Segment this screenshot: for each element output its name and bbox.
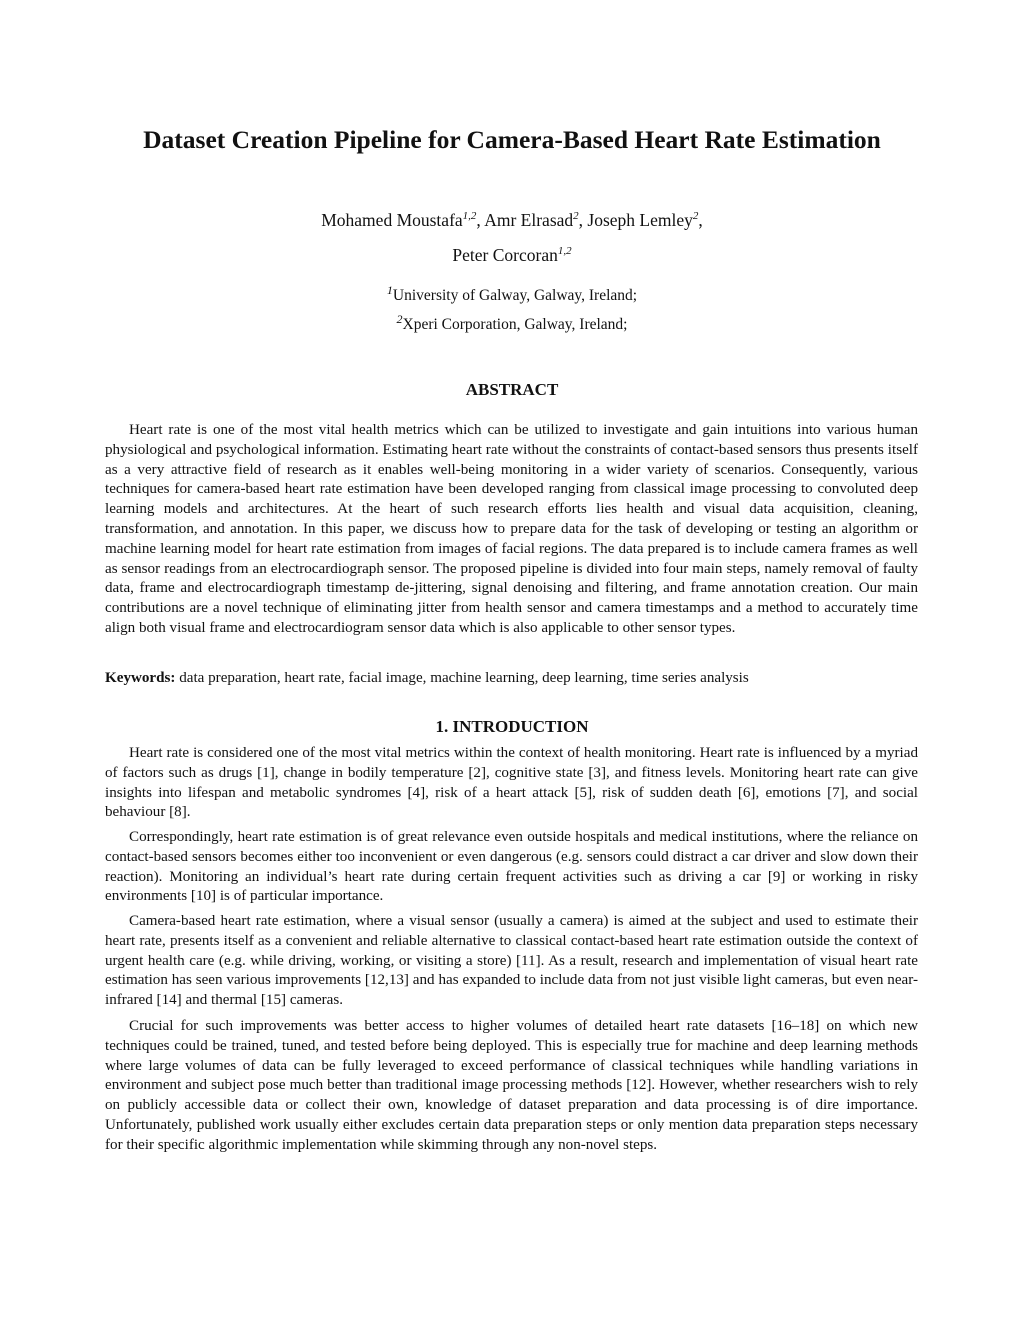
affiliation-mark: 2 — [396, 311, 403, 326]
author-name: Mohamed Moustafa — [321, 210, 463, 230]
author-separator: , — [578, 210, 588, 230]
intro-paragraph-1: Heart rate is considered one of the most vital metrics within the context of health monitoring. Heart rate is influenced by a myriad of factors such as drugs [1], change in bodily temperature [2], cognitive state [3], and fitness levels. Monitoring heart rate can give insights into lifespan and metabolic syndromes [4], risk of a heart attack [5], risk of sudden death [6], emotions [7], and social behaviour [8]. — [105, 745, 918, 821]
introduction-heading: 1. INTRODUCTION — [435, 717, 589, 736]
author-affiliation-mark: 1,2 — [462, 210, 477, 223]
keywords-text: data preparation, heart rate, facial image, machine learning, deep learning, time series analysis — [179, 670, 749, 686]
intro-paragraph-3: Camera-based heart rate estimation, where a visual sensor (usually a camera) is aimed at the subject and used to estimate their heart rate, presents itself as a convenient and reliable alternative to classical contact-based heart rate estimation outside the context of urgent health care (e.g. while driving, working, or visiting a store) [11]. As a result, research and implementation of visual heart rate estimation has seen various improvements [12,13] and has expanded to include data from not just visible light cameras, but even near-infrared [14] and thermal [15] cameras. — [105, 913, 918, 1009]
author-affiliation-mark: 2 — [692, 210, 699, 223]
author-name: Amr Elrasad — [484, 210, 574, 230]
paper-title: Dataset Creation Pipeline for Camera-Based Heart Rate Estimation — [143, 125, 881, 154]
keywords — [105, 669, 918, 689]
affiliation-text: Xperi Corporation, Galway, Ireland; — [402, 316, 628, 333]
affiliation-1 — [60, 282, 964, 306]
author-separator: , — [476, 210, 485, 230]
affiliation-mark: 1 — [386, 282, 393, 297]
author-line-2 — [60, 244, 964, 266]
affiliation-2 — [60, 311, 964, 335]
author-affiliation-mark: 1,2 — [557, 245, 572, 258]
author-name: Joseph Lemley — [587, 210, 693, 230]
author-line-1 — [60, 209, 964, 231]
affiliation-text: University of Galway, Galway, Ireland; — [392, 287, 638, 304]
keywords-label: Keywords: — [105, 670, 176, 686]
abstract-heading: ABSTRACT — [465, 380, 559, 399]
author-affiliation-mark: 2 — [573, 210, 579, 223]
abstract-text: Heart rate is one of the most vital health metrics which can be utilized to investigate and gain intuitions into various human physiological and psychological information. Estimating heart rate without the constraints of contact-based sensors thus presents itself as a very attractive field of research as it enables well-being monitoring in a wider variety of scenarios. Consequently, various techniques for camera-based heart rate estimation have been developed ranging from classical image processing to convoluted deep learning models and architectures. At the heart of such research efforts lies health and visual data acquisition, cleaning, transformation, and annotation. In this paper, we discuss how to prepare data for the task of developing or testing an algorithm or machine learning model for heart rate estimation from images of facial regions. The data prepared is to include camera frames as well as sensor readings from an electrocardiograph sensor. The proposed pipeline is divided into four main steps, namely removal of faulty data, frame and electrocardiograph timestamp de-jittering, signal denoising and filtering, and frame annotation creation. Our main contributions are a novel technique of eliminating jitter from health sensor and camera timestamps and a method to accurately time align both visual frame and electrocardiogram sensor data which is also applicable to other sensor types. — [105, 422, 918, 636]
intro-paragraph-4: Crucial for such improvements was better access to higher volumes of detailed heart rate datasets [16–18] on which new techniques could be trained, tuned, and tested before being deployed. This is especially true for machine and deep learning methods where large volumes of data can be fully leveraged to exceed performance of classical techniques while handling variations in environment and subject pose much better than traditional image processing methods [12]. However, whether researchers wish to rely on publicly accessible data or collect their own, knowledge of dataset preparation and data processing is of dire importance. Unfortunately, published work usually either excludes certain data preparation steps or only mention data preparation steps necessary for their specific algorithmic implementation while skimming through any non-novel steps. — [105, 1018, 918, 1153]
author-name: Peter Corcoran — [452, 245, 558, 265]
author-separator: , — [698, 210, 703, 230]
intro-paragraph-2: Correspondingly, heart rate estimation is of great relevance even outside hospitals and medical institutions, where the reliance on contact-based sensors becomes either too inconvenient or even dangerous (e.g. sensors could distract a car driver and slow down their reaction). Monitoring an individual’s heart rate during certain frequent activities such as driving a car [9] or working in risky environments [10] is of particular importance. — [105, 829, 918, 905]
